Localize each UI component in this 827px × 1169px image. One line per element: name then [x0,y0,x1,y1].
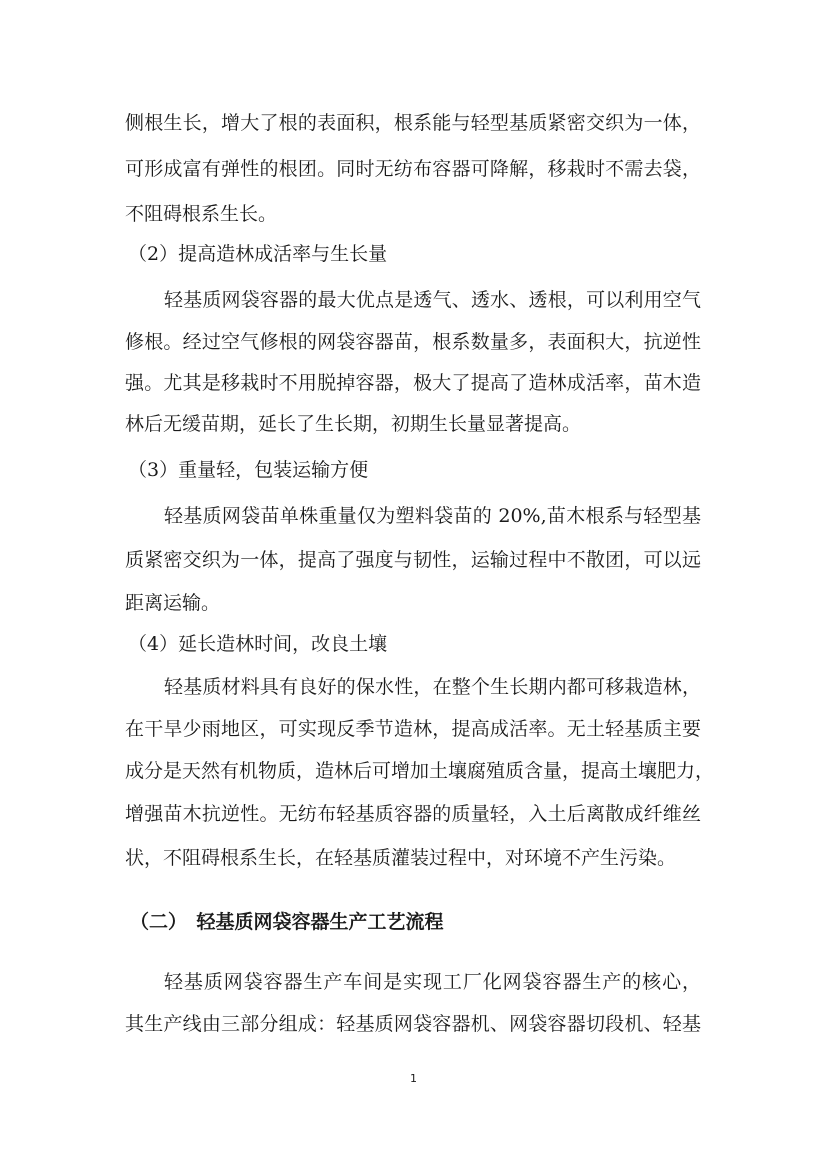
subheading-4: （4）延长造林时间，改良土壤 [128,633,388,655]
paragraph-line: 在干旱少雨地区，可实现反季节造林，提高成活率。无土轻基质主要 [125,718,701,740]
subheading-3: （3）重量轻，包装运输方便 [128,459,369,481]
paragraph-line: 侧根生长，增大了根的表面积，根系能与轻型基质紧密交织为一体， [125,112,701,134]
paragraph-line: 可形成富有弹性的根团。同时无纺布容器可降解，移栽时不需去袋， [125,158,701,180]
paragraph-line: 状，不阻碍根系生长，在轻基质灌装过程中，对环境不产生污染。 [125,847,677,869]
paragraph-line: 增强苗木抗逆性。无纺布轻基质容器的质量轻，入土后离散成纤维丝 [125,803,701,825]
paragraph-line: 轻基质网袋容器的最大优点是透气、透水、透根，可以利用空气 [164,289,701,311]
paragraph-line: 成分是天然有机物质，造林后可增加土壤腐殖质含量，提高土壤肥力， [125,760,715,782]
section-heading: （二） 轻基质网袋容器生产工艺流程 [130,911,444,933]
paragraph-line: 距离运输。 [125,592,221,614]
page-number: 1 [410,1072,417,1085]
paragraph-line: 轻基质网袋苗单株重量仅为塑料袋苗的 20%,苗木根系与轻型基 [164,505,701,527]
paragraph-line: 修根。经过空气修根的网袋容器苗，根系数量多，表面积大，抗逆性 [125,331,701,353]
paragraph-line: 轻基质材料具有良好的保水性，在整个生长期内都可移栽造林， [164,676,701,698]
paragraph-line: 林后无缓苗期，延长了生长期，初期生长量显著提高。 [125,413,582,435]
paragraph-line: 轻基质网袋容器生产车间是实现工厂化网袋容器生产的核心， [164,971,701,993]
paragraph-line: 其生产线由三部分组成：轻基质网袋容器机、网袋容器切段机、轻基 [125,1013,701,1035]
subheading-2: （2）提高造林成活率与生长量 [128,243,388,265]
paragraph-line: 质紧密交织为一体，提高了强度与韧性，运输过程中不散团，可以远 [125,549,701,571]
paragraph-line: 不阻碍根系生长。 [125,203,278,225]
paragraph-line: 强。尤其是移栽时不用脱掉容器，极大了提高了造林成活率，苗木造 [125,372,701,394]
